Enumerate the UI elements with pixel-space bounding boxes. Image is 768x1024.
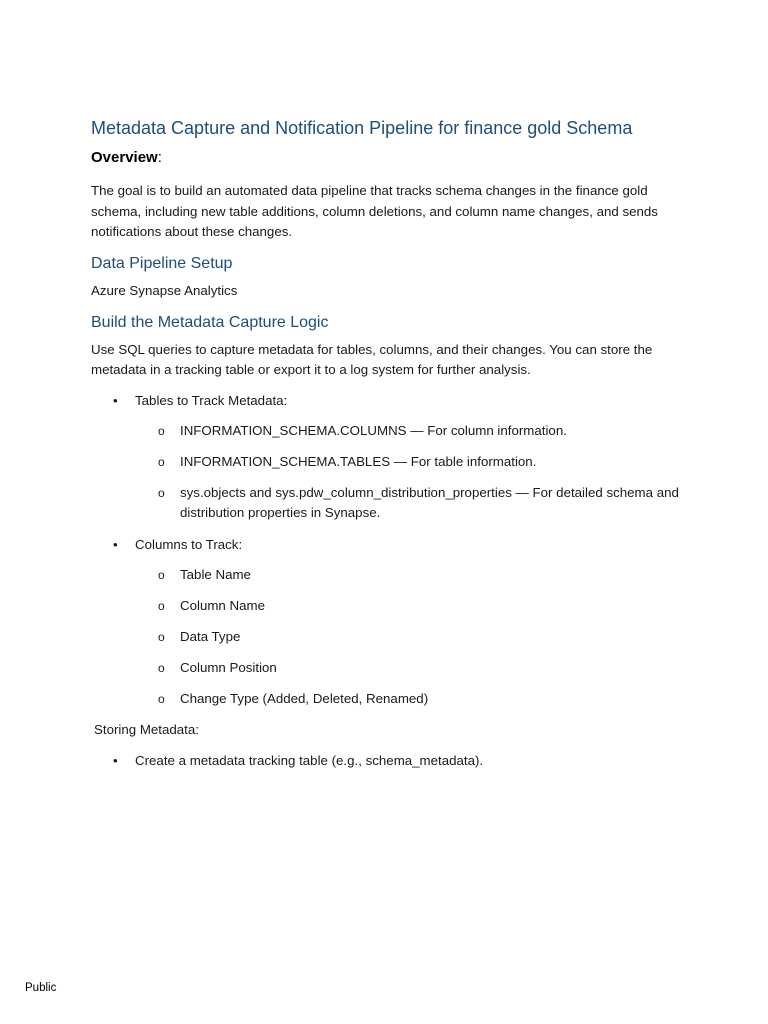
list-item-label: Columns to Track:	[135, 536, 243, 552]
storing-metadata-label: Storing Metadata:	[94, 722, 199, 737]
sub-list-item	[135, 627, 691, 648]
bullet-icon: •	[113, 753, 118, 768]
sub-bullet-icon: o	[158, 691, 165, 706]
pipeline-setup-text: Azure Synapse Analytics	[91, 282, 238, 298]
sub-list-item	[135, 452, 691, 473]
sub-bullet-list	[135, 565, 691, 710]
sub-list-item	[135, 658, 691, 679]
section-heading-capture-logic: Build the Metadata Capture Logic	[91, 313, 329, 331]
sub-list-item	[135, 483, 691, 524]
sub-list-item	[135, 421, 691, 442]
sub-list-item-text: INFORMATION_SCHEMA.TABLES — For table information.	[180, 453, 537, 469]
list-item-label: Create a metadata tracking table (e.g., schema_metadata).	[135, 753, 484, 768]
bullet-icon: •	[113, 536, 118, 552]
overview-paragraph: The goal is to build an automated data pipeline that tracks schema changes in the finance gold schema, including new table additions, column deletions, and column name changes, and sends notifications about these changes.	[91, 183, 658, 239]
document-title: Metadata Capture and Notification Pipeline for finance gold Schema	[91, 118, 633, 138]
storing-bullet-list	[91, 751, 691, 771]
sub-bullet-icon: o	[158, 485, 165, 500]
document-content	[91, 116, 691, 782]
sub-bullet-icon: o	[158, 629, 165, 644]
sub-list-item-text: Data Type	[180, 628, 241, 644]
footer-classification-label: Public	[25, 982, 57, 994]
section-heading-pipeline-setup: Data Pipeline Setup	[91, 254, 233, 272]
sub-list-item-text: INFORMATION_SCHEMA.COLUMNS — For column information.	[180, 422, 567, 438]
sub-bullet-icon: o	[158, 567, 165, 582]
sub-list-item-text: sys.objects and sys.pdw_column_distribution_properties — For detailed schema and distribution properties in Synapse.	[180, 484, 679, 520]
sub-list-item-text: Change Type (Added, Deleted, Renamed)	[180, 690, 429, 706]
list-item-label: Tables to Track Metadata:	[135, 392, 288, 408]
sub-list-item	[135, 689, 691, 710]
overview-label: Overview	[91, 149, 158, 166]
sub-list-item-text: Table Name	[180, 566, 251, 582]
bullet-icon: •	[113, 392, 118, 408]
sub-list-item	[135, 596, 691, 617]
capture-logic-paragraph: Use SQL queries to capture metadata for tables, columns, and their changes. You can store the metadata in a tracking table or export it to a log system for further analysis.	[91, 341, 653, 377]
sub-bullet-list	[135, 421, 691, 524]
sub-bullet-icon: o	[158, 454, 165, 469]
sub-bullet-icon: o	[158, 598, 165, 613]
overview-colon: :	[157, 149, 162, 166]
list-item	[91, 751, 691, 771]
sub-bullet-icon: o	[158, 423, 165, 438]
bullet-list	[91, 391, 691, 710]
sub-bullet-icon: o	[158, 660, 165, 675]
list-item	[91, 535, 691, 710]
overview-heading	[91, 148, 691, 168]
sub-list-item	[135, 565, 691, 586]
sub-list-item-text: Column Name	[180, 597, 265, 613]
list-item	[91, 391, 691, 524]
sub-list-item-text: Column Position	[180, 659, 277, 675]
